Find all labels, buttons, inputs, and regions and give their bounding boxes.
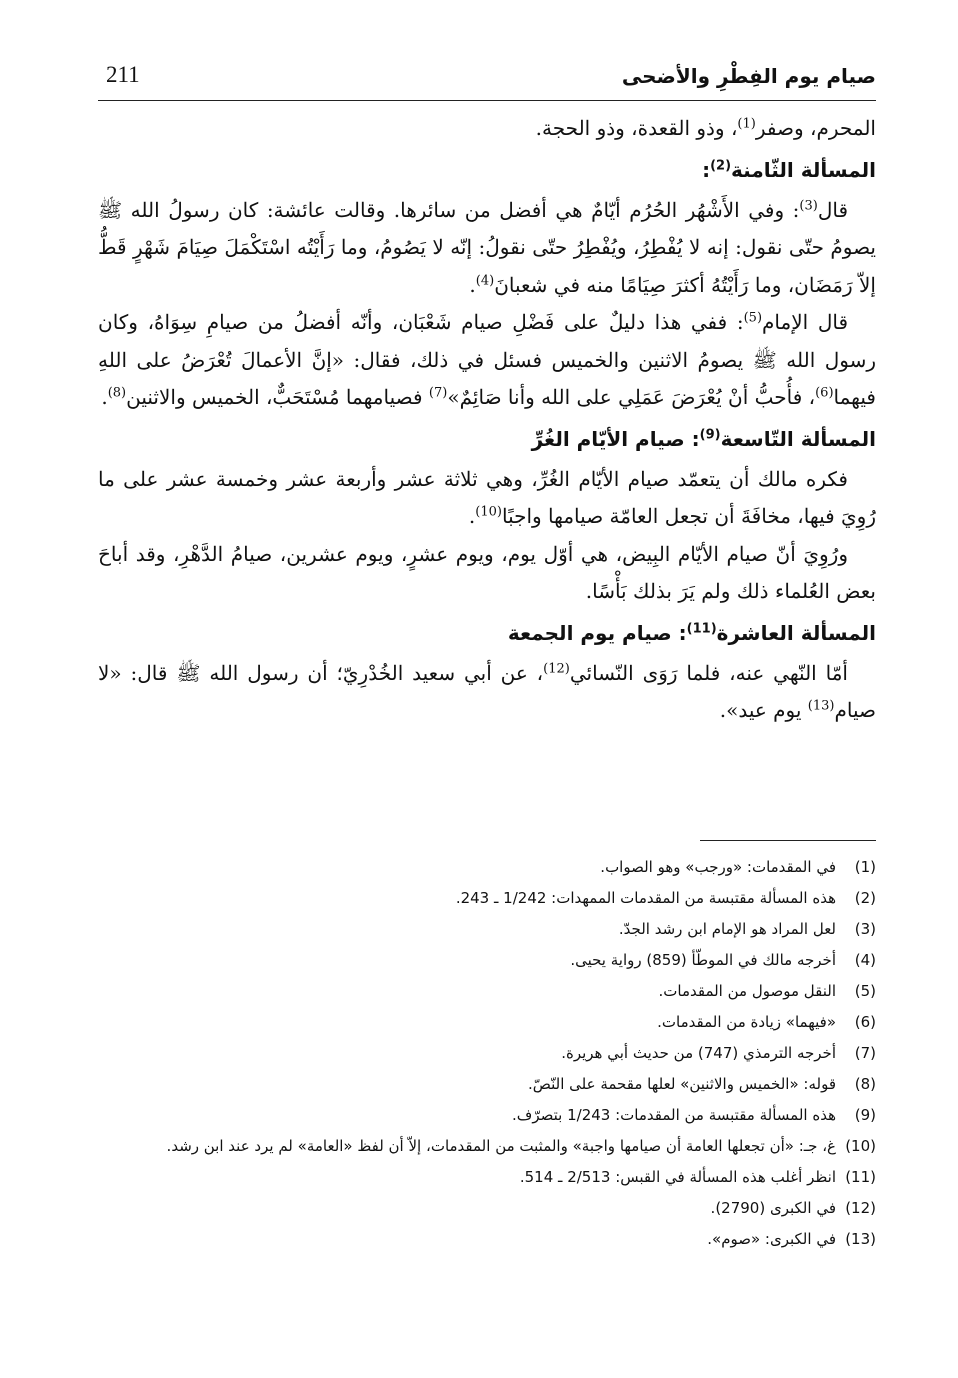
footnote: [98, 1131, 876, 1162]
footnote-marker: (7): [428, 385, 448, 401]
footnote-text: لعل المراد هو الإمام ابن رشد الجدّ.: [618, 920, 836, 938]
footnote: [98, 1069, 876, 1100]
running-title: صيام يوم الفِطْرِ والأضحى: [621, 64, 876, 88]
footnote: [98, 976, 876, 1007]
footnotes: [98, 852, 876, 1255]
footnote-number: (5): [854, 982, 876, 1000]
body-paragraph: فكره مالك أن يتعمّد صيام الأيّام الغُرِّ، وهي ثلاثة عشر وأربعة عشر وخمسة عشر على ما رُوِيَ فيها، مخافَةَ أن تجعل العامّة صيامها واجبًا$^{(10)}$.: [98, 466, 876, 528]
footnote-number: (1): [854, 858, 876, 876]
footnote: [98, 1100, 876, 1131]
body-paragraph: قال$^{(3)}$: وفي الأَشْهُر الحُرُم أيّامٌ هي أفضل من سائرها. وقالت عائشة: كان رسولُ الله ﷺ يصومُ حتّى نقول: إنه لا يُفْطِرُ، ويُفْطِرُ حتّى نقولُ: إنّه لا يَصُومُ، وما رَأَيْتُه اسْتَكْمَلَ صِيَامَ شَهْرٍ قَطُّ إلاّ رَمَضَان، وما رَأَيْتُهُ أكثرَ صِيَامًا منه في شعبانَ$^{(4)}$.: [98, 197, 876, 297]
footnote-number: (13): [845, 1230, 876, 1248]
footnote-text: النقل موصول من المقدمات.: [658, 982, 836, 1000]
body-paragraph: ورُوِيَ أنّ صيام الأيّام البِيض، هي أوّل يوم، ويوم عشرٍ، ويوم عشرين، صيامُ الدَّهْرِ، وقد أباحَ بعض العُلماء ذلك ولم يَرَ بذلك بَأْسًا.: [98, 541, 876, 603]
footnote-number: (3): [854, 920, 876, 938]
footnote-marker: (3): [799, 197, 818, 213]
footnote-marker: (11): [686, 620, 717, 636]
footnote-marker: (9): [699, 426, 721, 442]
footnote-number: (6): [854, 1013, 876, 1031]
footnote-text: قوله: «الخميس والاثنين» لعلها مقحمة على النّصّ.: [527, 1075, 836, 1093]
footnote: [98, 1224, 876, 1255]
footnote-number: (2): [854, 889, 876, 907]
body-paragraph: المحرم، وصفر$^{(1)}$، وذو القعدة، وذو الحجة.: [535, 116, 876, 140]
footnote-text: في المقدمات: «ورجب» وهو الصواب.: [600, 858, 836, 876]
footnote-number: (7): [854, 1044, 876, 1062]
footnote-marker: (10): [475, 504, 502, 520]
footnote-number: (10): [845, 1137, 876, 1155]
footnote-text: غ، جـ: «أن تجعلها العامة أن صيامها واجبة» والمثبت من المقدمات، إلاّ أن لفظ «العامة» لم يرد عند ابن رشد.: [166, 1137, 836, 1155]
footnote: [98, 1162, 876, 1193]
footnote-text: «فيهما» زيادة من المقدمات.: [657, 1013, 836, 1031]
main-text: [98, 110, 876, 730]
footnote-text: هذه المسألة مقتبسة من المقدمات الممهدات: 1/242 ـ 243.: [455, 889, 836, 907]
footnote-number: (4): [854, 951, 876, 969]
footnote-marker: (13): [807, 698, 835, 714]
footnote: [98, 1007, 876, 1038]
footnote-number: (9): [854, 1106, 876, 1124]
footnote: [98, 1193, 876, 1224]
page-number: 211: [106, 62, 140, 87]
footnote-text: انظر أغلب هذه المسألة في القبس: 2/513 ـ 514.: [519, 1168, 836, 1186]
footnote-number: (11): [845, 1168, 876, 1186]
body-paragraph: أمّا النّهي عنه، فلما رَوَى النّسائي$^{(12)}$، عن أبي سعيد الخُدْرِيّ؛ أن رسول الله ﷺ قال: «لا صيام$^{(13)}$ يوم عيد».: [98, 660, 876, 722]
section-heading: المسألة الثّامنة$^{(2)}$:: [702, 157, 876, 182]
footnote-text: أخرجه مالك في الموطّأ (859) رواية يحيى.: [570, 951, 836, 969]
section-heading: المسألة العاشرة$^{(11)}$: صيام يوم الجمعة: [507, 620, 876, 645]
footnote-text: في الكبرى (2790).: [710, 1199, 836, 1217]
footnote-marker: (5): [743, 310, 763, 326]
body-paragraph: قال الإمام$^{(5)}$: ففي هذا دليلٌ على فَضْلِ صيام شَعْبَان، وأنّه أفضلُ من صيامِ سِوَاهُ، وكان رسول الله ﷺ يصومُ الاثنين والخميس فسئل في ذلك، فقال: «إنَّ الأعمالَ تُعْرَضُ على اللهِ فيهما$^{(6)}$، فأُحبُّ أنْ يُعْرَضَ عَمَلِي على الله وأنا صَائِمٌ»$^{(7)}$ فصيامهما مُسْتَحَبٌّ، الخميس والاثنين$^{(8)}$.: [98, 310, 876, 409]
footnote: [98, 945, 876, 976]
footnote-marker: (4): [475, 272, 495, 288]
footnote: [98, 852, 876, 883]
footnote-marker: (6): [815, 385, 834, 401]
footnote-marker: (2): [710, 157, 732, 173]
footnote: [98, 883, 876, 914]
footnote-number: (12): [845, 1199, 876, 1217]
footnote: [98, 914, 876, 945]
footnote-separator: [700, 840, 876, 841]
page-header: [98, 60, 876, 101]
footnote-marker: (12): [543, 660, 570, 676]
footnote: [98, 1038, 876, 1069]
footnote-text: أخرجه الترمذي (747) من حديث أبي هريرة.: [561, 1044, 836, 1062]
footnote-text: هذه المسألة مقتبسة من المقدمات: 1/243 بتصرّف.: [512, 1106, 836, 1124]
footnote-text: في الكبرى: «صوم».: [707, 1230, 836, 1248]
footnote-marker: (8): [107, 385, 127, 401]
footnote-number: (8): [854, 1075, 876, 1093]
section-heading: المسألة التّاسعة$^{(9)}$: صيام الأيّام الغُرِّ: [531, 426, 876, 451]
footnote-marker: (1): [737, 116, 756, 132]
